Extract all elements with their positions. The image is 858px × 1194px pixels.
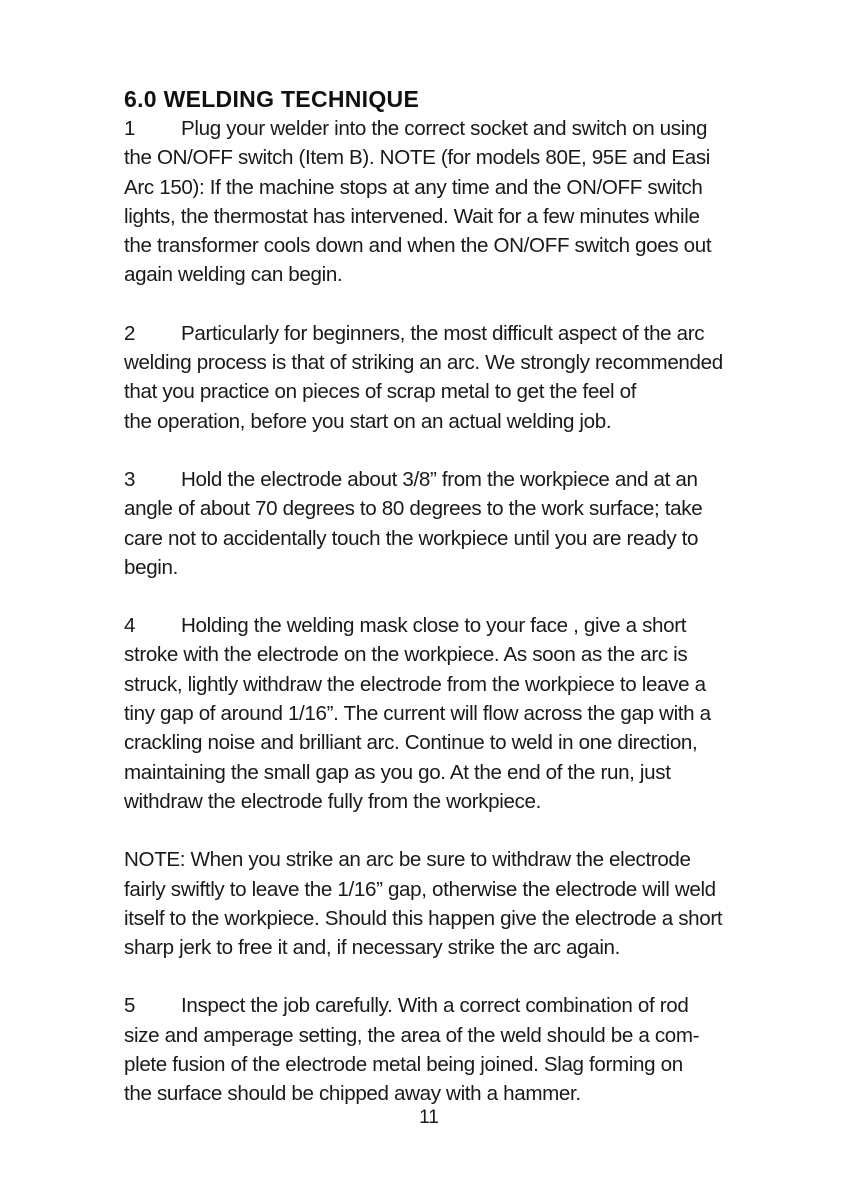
step-line: Holding the welding mask close to your face , give a short xyxy=(181,614,687,638)
step-line: the surface should be chipped away with a hammer. xyxy=(124,1082,581,1106)
step-number: 5 xyxy=(124,994,136,1018)
step-4-paragraph xyxy=(124,611,784,816)
step-line: care not to accidentally touch the workpiece until you are ready to xyxy=(124,526,699,550)
step-1-paragraph xyxy=(124,114,784,290)
step-5-paragraph xyxy=(124,991,784,1108)
step-line: again welding can begin. xyxy=(124,263,343,287)
step-line: the transformer cools down and when the ON/OFF switch goes out xyxy=(124,234,712,258)
step-line: tiny gap of around 1/16”. The current will flow across the gap with a xyxy=(124,702,711,726)
step-line: Particularly for beginners, the most difficult aspect of the arc xyxy=(181,321,705,345)
step-line: Hold the electrode about 3/8” from the workpiece and at an xyxy=(181,467,698,491)
page-number: 11 xyxy=(419,1107,439,1128)
step-line: stroke with the electrode on the workpiece. As soon as the arc is xyxy=(124,643,688,667)
step-number: 1 xyxy=(124,117,136,140)
note-line: fairly swiftly to leave the 1/16” gap, otherwise the electrode will weld xyxy=(124,877,716,901)
step-line: withdraw the electrode fully from the workpiece. xyxy=(124,789,542,813)
step-line: Inspect the job carefully. With a correct combination of rod xyxy=(181,994,689,1018)
step-line: maintaining the small gap as you go. At the end of the run, just xyxy=(124,760,671,784)
note-line: itself to the workpiece. Should this happen give the electrode a short xyxy=(124,906,723,930)
step-number: 3 xyxy=(124,467,136,491)
step-number: 2 xyxy=(124,321,136,345)
step-3-paragraph xyxy=(124,465,784,582)
step-line: size and amperage setting, the area of the weld should be a com- xyxy=(124,1023,700,1047)
step-line: begin. xyxy=(124,555,179,579)
step-number: 4 xyxy=(124,614,136,638)
page-content xyxy=(124,84,784,1109)
step-line: angle of about 70 degrees to 80 degrees to the work surface; take xyxy=(124,497,703,521)
step-line: crackling noise and brilliant arc. Continue to weld in one direction, xyxy=(124,731,698,755)
note-paragraph xyxy=(124,845,784,962)
step-line: the ON/OFF switch (Item B). NOTE (for models 80E, 95E and Easi xyxy=(124,146,711,170)
step-2-paragraph xyxy=(124,319,784,436)
step-line: plete fusion of the electrode metal being joined. Slag forming on xyxy=(124,1053,683,1077)
step-line: welding process is that of striking an arc. We strongly recommended xyxy=(124,351,723,375)
note-line: NOTE: When you strike an arc be sure to withdraw the electrode xyxy=(124,848,691,872)
step-line: Arc 150): If the machine stops at any time and the ON/OFF switch xyxy=(124,175,703,199)
step-line: the operation, before you start on an actual welding job. xyxy=(124,409,612,433)
note-line: sharp jerk to free it and, if necessary strike the arc again. xyxy=(124,936,621,960)
step-line: that you practice on pieces of scrap metal to get the feel of xyxy=(124,380,637,404)
step-line: lights, the thermostat has intervened. Wait for a few minutes while xyxy=(124,204,700,228)
section-heading: 6.0 WELDING TECHNIQUE xyxy=(124,86,420,112)
step-line: struck, lightly withdraw the electrode from the workpiece to leave a xyxy=(124,672,706,696)
step-line: Plug your welder into the correct socket and switch on using xyxy=(181,117,708,140)
